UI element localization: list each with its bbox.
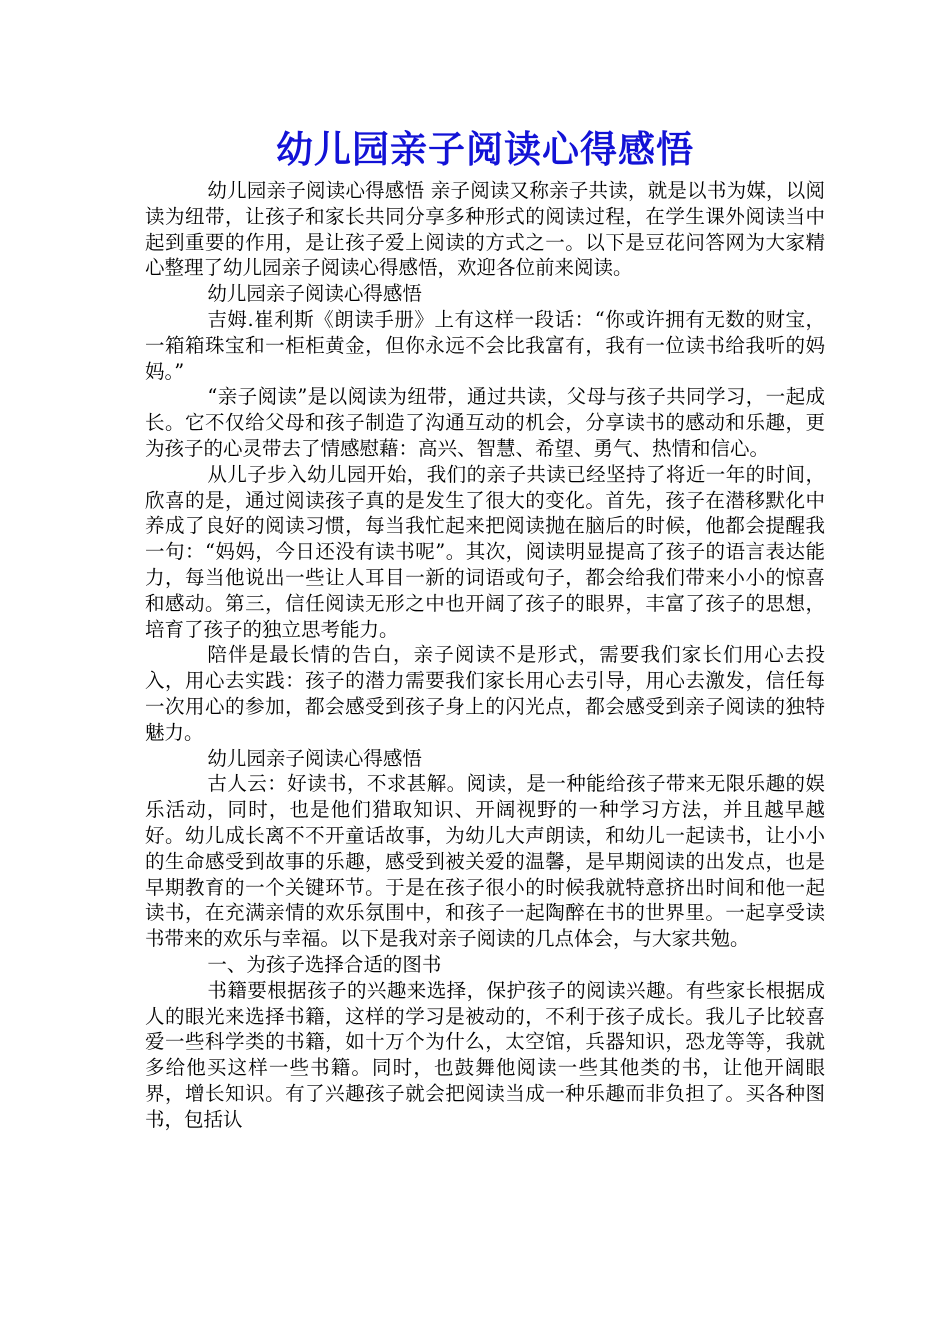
section-heading: 幼儿园亲子阅读心得感悟	[207, 282, 422, 306]
body-paragraph: 古人云：好读书，不求甚解。阅读，是一种能给孩子带来无限乐趣的娱乐活动，同时，也是他们猎取知识、开阔视野的一种学习方法，并且越早越好。幼儿成长离不不开童话故事，为幼儿大声朗读，和幼儿一起读书，让小小的生命感受到故事的乐趣，感受到被关爱的温馨，是早期阅读的出发点，也是早期教育的一个关键环节。于是在孩子很小的时候我就特意挤出时间和他一起读书，在充满亲情的欢乐氛围中，和孩子一起陶醉在书的世界里。一起享受读书带来的欢乐与幸福。以下是我对亲子阅读的几点体会，与大家共勉。	[145, 772, 825, 951]
body-paragraph: 书籍要根据孩子的兴趣来选择，保护孩子的阅读兴趣。有些家长根据成人的眼光来选择书籍，这样的学习是被动的，不利于孩子成长。我儿子比较喜爱一些科学类的书籍，如十万个为什么，太空馆，兵器知识，恐龙等等，我就多给他买这样一些书籍。同时，也鼓舞他阅读一些其他类的书，让他开阔眼界，增长知识。有了兴趣孩子就会把阅读当成一种乐趣而非负担了。买各种图书，包括认	[145, 978, 825, 1131]
intro-paragraph: 幼儿园亲子阅读心得感悟 亲子阅读又称亲子共读，就是以书为媒，以阅读为纽带，让孩子和家长共同分享多种形式的阅读过程，在学生课外阅读当中起到重要的作用，是让孩子爱上阅读的方式之一。以下是豆花问答网为大家精心整理了幼儿园亲子阅读心得感悟，欢迎各位前来阅读。	[145, 179, 825, 280]
body-paragraph: 陪伴是最长情的告白，亲子阅读不是形式，需要我们家长们用心去投入，用心去实践：孩子的潜力需要我们家长用心去引导，用心去激发，信任每一次用心的参加，都会感受到孩子身上的闪光点，都会感受到亲子阅读的独特魅力。	[145, 643, 825, 744]
subsection-heading: 一、为孩子选择合适的图书	[207, 952, 442, 976]
section-heading: 幼儿园亲子阅读心得感悟	[207, 746, 422, 770]
document-page	[145, 122, 825, 1132]
body-paragraph: “亲子阅读”是以阅读为纽带，通过共读，父母与孩子共同学习，一起成长。它不仅给父母和孩子制造了沟通互动的机会，分享读书的感动和乐趣，更为孩子的心灵带去了情感慰藉：高兴、智慧、希望、勇气、热情和信心。	[145, 385, 825, 460]
body-paragraph: 从儿子步入幼儿园开始，我们的亲子共读已经坚持了将近一年的时间，欣喜的是，通过阅读孩子真的是发生了很大的变化。首先，孩子在潜移默化中养成了良好的阅读习惯，每当我忙起来把阅读抛在脑后的时候，他都会提醒我一句：“妈妈，今日还没有读书呢”。其次，阅读明显提高了孩子的语言表达能力，每当他说出一些让人耳目一新的词语或句子，都会给我们带来小小的惊喜和感动。第三，信任阅读无形之中也开阔了孩子的眼界，丰富了孩子的思想，培育了孩子的独立思考能力。	[145, 462, 825, 641]
body-paragraph: 吉姆.崔利斯《朗读手册》上有这样一段话：“你或许拥有无数的财宝，一箱箱珠宝和一柜柜黄金，但你永远不会比我富有，我有一位读书给我听的妈妈。”	[145, 307, 825, 383]
document-title: 幼儿园亲子阅读心得感悟	[276, 127, 694, 171]
